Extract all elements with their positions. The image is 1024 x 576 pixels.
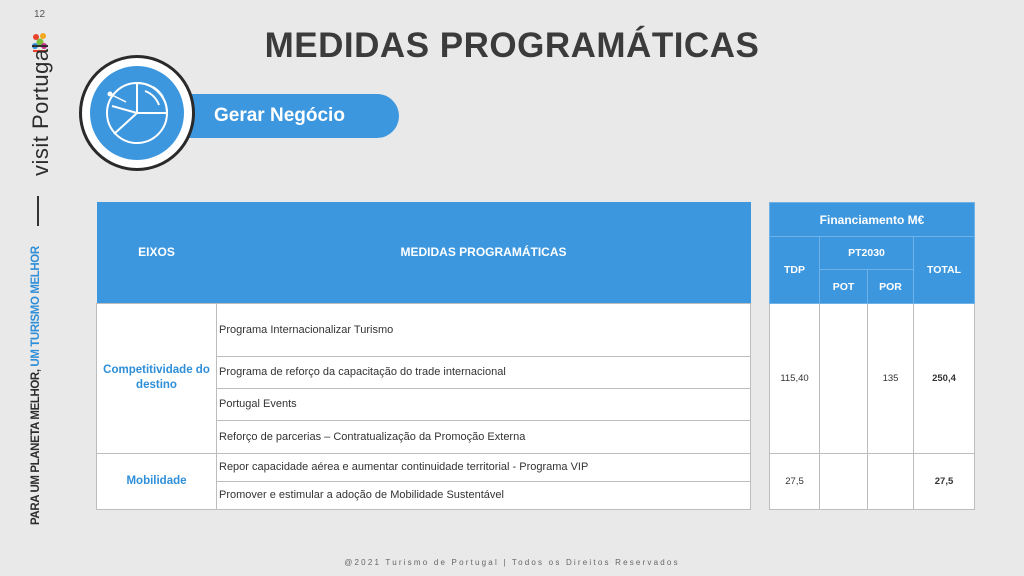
financing-table [769, 202, 975, 510]
value-tdp-2: 27,5 [770, 454, 820, 510]
value-tdp-1: 115,40 [770, 304, 820, 454]
measure-cell: Reforço de parcerias – Contratualização da Promoção Externa [217, 420, 751, 453]
table-row [770, 454, 975, 510]
measure-cell: Programa Internacionalizar Turismo [217, 303, 751, 356]
value-por-1: 135 [868, 304, 914, 454]
header-pt2030: PT2030 [820, 237, 914, 270]
header-total: TOTAL [914, 237, 975, 304]
footer-copyright: @2021 Turismo de Portugal | Todos os Direitos Reservados [344, 558, 680, 567]
header-tdp: TDP [770, 237, 820, 304]
page-title: MEDIDAS PROGRAMÁTICAS [264, 26, 760, 65]
value-total-1: 250,4 [914, 304, 975, 454]
measure-cell: Programa de reforço da capacitação do trade internacional [217, 356, 751, 388]
slogan [30, 246, 42, 525]
table-row [97, 303, 751, 356]
axis-mobilidade: Mobilidade [97, 453, 217, 509]
measure-cell: Portugal Events [217, 388, 751, 420]
section-icon-frame [79, 55, 195, 171]
financing-header: Financiamento M€ [770, 203, 975, 237]
section-pill: Gerar Negócio [140, 94, 399, 138]
measure-cell: Repor capacidade aérea e aumentar continuidade territorial - Programa VIP [217, 453, 751, 481]
slogan-part-1: PARA UM PLANETA MELHOR, [30, 369, 42, 525]
header-por: POR [868, 270, 914, 304]
measures-table [96, 202, 751, 510]
axis-competitividade: Competitividade do destino [97, 303, 217, 453]
value-pot-2 [820, 454, 868, 510]
page-number: 12 [34, 9, 46, 20]
value-por-2 [868, 454, 914, 510]
brand-divider [37, 196, 39, 226]
brand-name: visit Portugal [28, 43, 53, 176]
measure-cell: Promover e estimular a adoção de Mobilidade Sustentável [217, 481, 751, 509]
value-pot-1 [820, 304, 868, 454]
header-measures: MEDIDAS PROGRAMÁTICAS [217, 202, 751, 303]
slogan-part-2: UM TURISMO MELHOR [30, 246, 42, 367]
header-pot: POT [820, 270, 868, 304]
value-total-2: 27,5 [914, 454, 975, 510]
table-row [770, 304, 975, 454]
table-row [97, 453, 751, 481]
radar-chart-icon [90, 66, 184, 160]
measures-table-header [97, 202, 751, 303]
header-axes: EIXOS [97, 202, 217, 303]
